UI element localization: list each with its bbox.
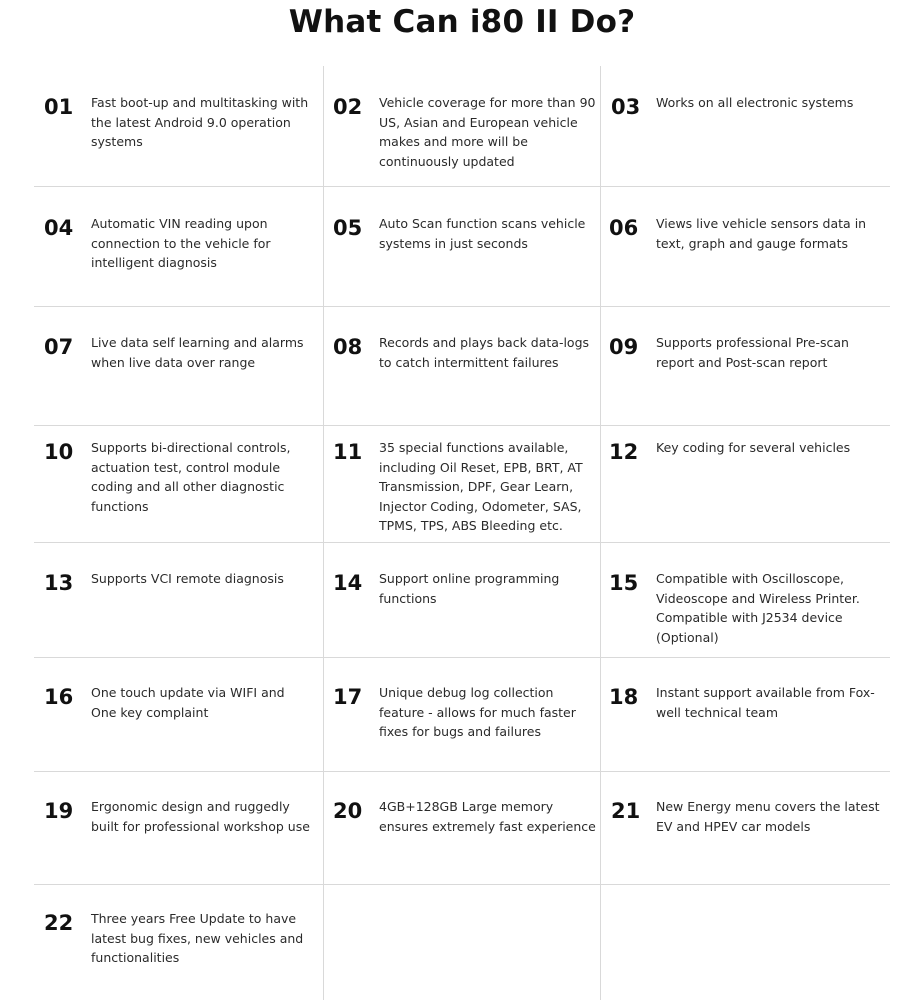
row-divider: [34, 186, 890, 187]
feature-number: 12: [609, 440, 639, 464]
row-divider: [34, 542, 890, 543]
feature-text: Compatible with Oscilloscope, Videoscope and Wireless Printer. Compatible with J2534 device (Optional): [656, 571, 860, 645]
feature-text: Views live vehicle sensors data in text, graph and gauge formats: [656, 216, 867, 251]
column-divider: [600, 66, 601, 1000]
feature-text: Support online programming functions: [379, 571, 560, 606]
feature-number: 18: [609, 685, 639, 709]
feature-number: 10: [44, 440, 74, 464]
feature-number: 08: [333, 335, 363, 359]
feature-text: One touch update via WIFI and One key complaint: [91, 685, 285, 720]
feature-text: Supports VCI remote diagnosis: [91, 571, 284, 586]
feature-number: 22: [44, 911, 74, 935]
row-divider: [34, 657, 890, 658]
feature-text: Works on all electronic systems: [656, 95, 854, 110]
row-divider: [34, 771, 890, 772]
feature-text: Supports professional Pre-scan report and Post-scan report: [656, 335, 849, 370]
feature-text: Records and plays back data-logs to catch intermittent failures: [379, 335, 590, 370]
row-divider: [34, 306, 890, 307]
feature-text: Ergonomic design and ruggedly built for professional workshop use: [91, 799, 310, 834]
feature-number: 01: [44, 95, 74, 119]
feature-number: 03: [611, 95, 641, 119]
feature-number: 15: [609, 571, 639, 595]
feature-number: 14: [333, 571, 363, 595]
feature-text: Key coding for several vehicles: [656, 440, 851, 455]
column-divider: [323, 66, 324, 1000]
feature-text: 35 special functions available, including Oil Reset, EPB, BRT, AT Transmission, DPF, Gear Learn, Injector Coding, Odometer, SAS, TPMS, TPS, ABS Bleeding etc.: [379, 440, 583, 533]
feature-number: 06: [609, 216, 639, 240]
row-divider: [34, 884, 890, 885]
feature-number: 16: [44, 685, 74, 709]
feature-number: 17: [333, 685, 363, 709]
page-title: What Can i80 II Do?: [288, 4, 636, 40]
feature-text: 4GB+128GB Large memory ensures extremely fast experience: [379, 799, 596, 834]
feature-text: Auto Scan function scans vehicle systems in just seconds: [379, 216, 586, 251]
feature-text: New Energy menu covers the latest EV and HPEV car models: [656, 799, 880, 834]
feature-number: 13: [44, 571, 74, 595]
feature-number: 07: [44, 335, 74, 359]
feature-text: Three years Free Update to have latest bug fixes, new vehicles and functionalities: [91, 911, 304, 965]
feature-number: 11: [333, 440, 363, 464]
feature-number: 04: [44, 216, 74, 240]
feature-number: 05: [333, 216, 363, 240]
feature-text: Automatic VIN reading upon connection to the vehicle for intelligent diagnosis: [91, 216, 271, 270]
feature-number: 19: [44, 799, 74, 823]
feature-text: Supports bi-directional controls, actuation test, control module coding and all other diagnostic functions: [91, 440, 291, 514]
feature-number: 21: [611, 799, 641, 823]
feature-number: 09: [609, 335, 639, 359]
feature-text: Instant support available from Fox-well technical team: [656, 685, 875, 720]
feature-number: 20: [333, 799, 363, 823]
feature-text: Vehicle coverage for more than 90 US, Asian and European vehicle makes and more will be continuously updated: [379, 95, 596, 169]
row-divider: [34, 425, 890, 426]
feature-text: Unique debug log collection feature - allows for much faster fixes for bugs and failures: [379, 685, 576, 739]
feature-text: Fast boot-up and multitasking with the latest Android 9.0 operation systems: [91, 95, 309, 149]
feature-number: 02: [333, 95, 363, 119]
feature-text: Live data self learning and alarms when live data over range: [91, 335, 304, 370]
